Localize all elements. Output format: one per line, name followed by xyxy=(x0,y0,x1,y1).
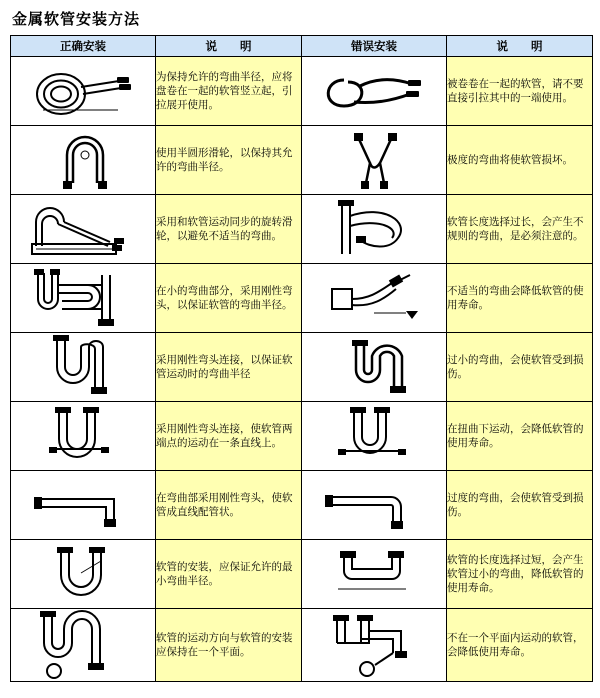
table-row xyxy=(11,126,593,195)
semicircle-pulley-icon xyxy=(11,126,156,195)
straight-pipe-elbow-icon xyxy=(11,471,156,540)
over-bending-hose-icon xyxy=(302,471,447,540)
header-correct-description: 说 明 xyxy=(156,36,302,57)
header-wrong-install: 错误安装 xyxy=(302,36,447,57)
long-loose-hose-icon xyxy=(302,195,447,264)
same-plane-motion-icon xyxy=(11,609,156,682)
table-body xyxy=(11,57,593,682)
row-correct-text: 使用半圆形滑轮，以保持其允许的弯曲半径。 xyxy=(156,126,302,195)
row-correct-text: 在弯曲部采用刚性弯头，使软管成直线配管状。 xyxy=(156,471,302,540)
row-wrong-text: 被卷卷在一起的软管，请不要直接引拉其中的一端使用。 xyxy=(447,57,593,126)
table-row xyxy=(11,609,593,682)
u-shape-rigid-elbow-icon xyxy=(11,402,156,471)
rigid-elbow-connection-icon xyxy=(11,333,156,402)
too-small-bend-icon xyxy=(302,333,447,402)
row-correct-text: 采用和软管运动同步的旋转滑轮，以避免不适当的弯曲。 xyxy=(156,195,302,264)
table-row xyxy=(11,333,593,402)
table-row xyxy=(11,57,593,126)
rigid-elbow-small-bend-icon xyxy=(11,264,156,333)
row-wrong-text: 软管长度选择过长，会产生不规则的弯曲，是必须注意的。 xyxy=(447,195,593,264)
improper-bend-fitting-icon xyxy=(302,264,447,333)
row-correct-text: 软管的运动方向与软管的安装应保持在一个平面。 xyxy=(156,609,302,682)
excess-length-hose-icon xyxy=(302,540,447,609)
rotating-pulley-chain-icon xyxy=(11,195,156,264)
table-header xyxy=(11,36,593,57)
row-wrong-text: 不适当的弯曲会降低软管的使用寿命。 xyxy=(447,264,593,333)
sharp-bend-hose-icon xyxy=(302,126,447,195)
row-wrong-text: 不在一个平面内运动的软管，会降低使用寿命。 xyxy=(447,609,593,682)
row-wrong-text: 过小的弯曲，会使软管受到损伤。 xyxy=(447,333,593,402)
coiled-hose-pulled-icon xyxy=(302,57,447,126)
table-row xyxy=(11,471,593,540)
row-wrong-text: 在扭曲下运动，会降低软管的使用寿命。 xyxy=(447,402,593,471)
row-correct-text: 在小的弯曲部分，采用刚性弯头，以保证软管的弯曲半径。 xyxy=(156,264,302,333)
row-correct-text: 为保持允许的弯曲半径，应将盘卷在一起的软管竖立起，引拉展开使用。 xyxy=(156,57,302,126)
header-correct-install: 正确安装 xyxy=(11,36,156,57)
row-correct-text: 采用刚性弯头连接，使软管两端点的运动在一条直线上。 xyxy=(156,402,302,471)
row-wrong-text: 极度的弯曲将使软管损坏。 xyxy=(447,126,593,195)
installation-methods-table xyxy=(10,35,593,682)
page-title: 金属软管安装方法 xyxy=(12,10,141,28)
min-bend-radius-install-icon xyxy=(11,540,156,609)
coiled-hose-vertical-icon xyxy=(11,57,156,126)
twisted-u-hose-icon xyxy=(302,402,447,471)
row-wrong-text: 过度的弯曲，会使软管受到损伤。 xyxy=(447,471,593,540)
table-header-row xyxy=(11,36,593,57)
table-row xyxy=(11,195,593,264)
row-correct-text: 软管的安装，应保证允许的最小弯曲半径。 xyxy=(156,540,302,609)
out-of-plane-motion-icon xyxy=(302,609,447,682)
header-wrong-description: 说 明 xyxy=(447,36,593,57)
table-row xyxy=(11,264,593,333)
table-row xyxy=(11,540,593,609)
row-correct-text: 采用刚性弯头连接，以保证软管运动时的弯曲半径 xyxy=(156,333,302,402)
row-wrong-text: 软管的长度选择过短，会产生软管过小的弯曲，降低软管的使用寿命。 xyxy=(447,540,593,609)
table-row xyxy=(11,402,593,471)
